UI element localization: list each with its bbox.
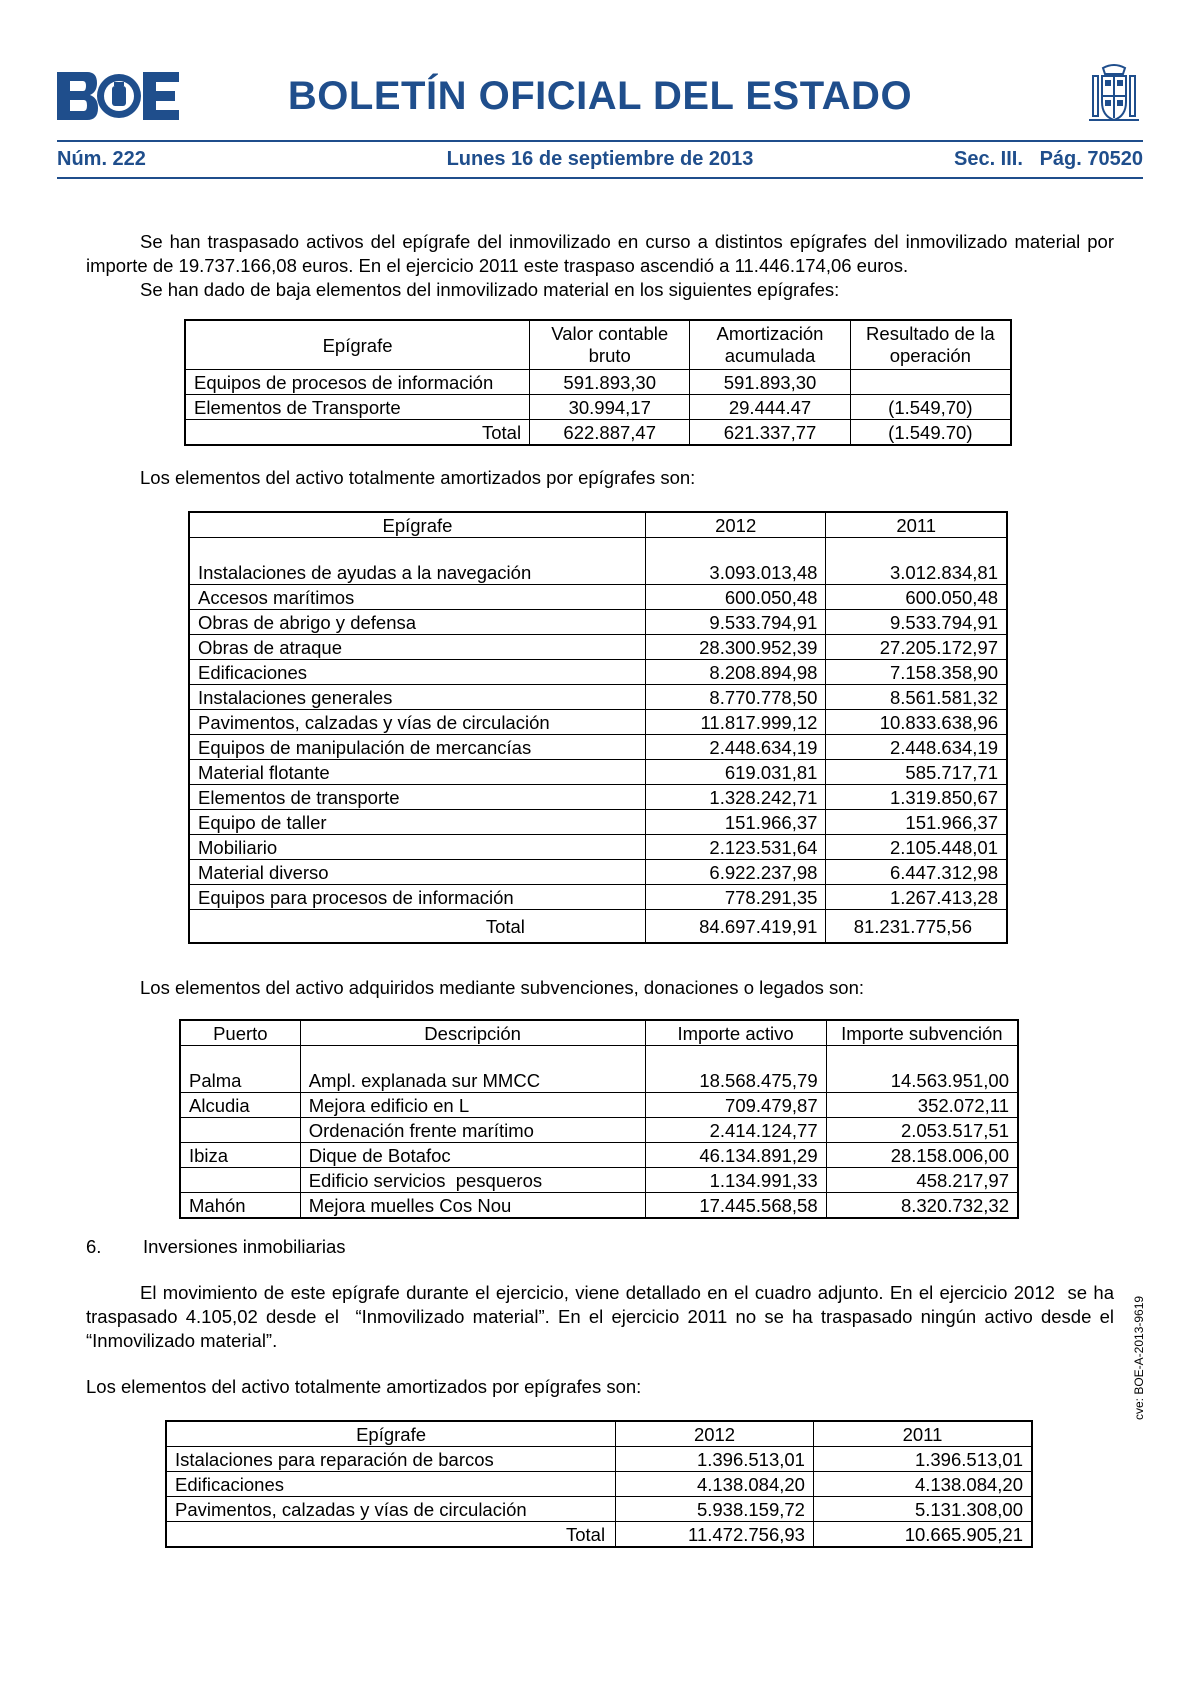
table-row — [189, 760, 1007, 785]
table-header-row — [185, 320, 1011, 370]
table-row — [166, 1447, 1032, 1472]
page-title: BOLETÍN OFICIAL DEL ESTADO — [287, 74, 913, 118]
header-cell: 2011 — [813, 1421, 1032, 1447]
table-cell: 600.050,48 — [645, 585, 826, 610]
paragraph-transfer: Se han traspasado activos del epígrafe del inmovilizado en curso a distintos epígrafes del inmovilizado material por importe de 19.737.166,08 euros. En el ejercicio 2011 este traspaso ascendió a 11.446.174,06 euros. — [86, 231, 1114, 276]
table-cell: 1.396.513,01 — [813, 1447, 1032, 1472]
table-row — [166, 1497, 1032, 1522]
table-cell: 2.053.517,51 — [826, 1118, 1018, 1143]
table-cell: 6.447.312,98 — [826, 860, 1007, 885]
header-cell: Importe activo — [645, 1020, 826, 1046]
table-cell: Obras de atraque — [189, 635, 645, 660]
paragraph-investments: El movimiento de este epígrafe durante el ejercicio, viene detallado en el cuadro adjunto. En el ejercicio 2012 se ha traspasado 4.105,02 desde el “Inmovilizado material”. En el ejercicio 2011 no se ha traspasado ningún activo desde el “Inmovilizado material”. — [86, 1282, 1125, 1351]
table-cell: 28.300.952,39 — [645, 635, 826, 660]
table-cell: Edificio servicios pesqueros — [300, 1168, 645, 1193]
table-cell: 10.665.905,21 — [813, 1522, 1032, 1548]
table-cell: 6.922.237,98 — [645, 860, 826, 885]
table-cell: 84.697.419,91 — [645, 910, 826, 944]
table-header-row — [166, 1421, 1032, 1447]
paragraph-disposals: Se han dado de baja elementos del inmovilizado material en los siguientes epígrafes: — [140, 279, 840, 300]
paragraph-fully-amortized: Los elementos del activo totalmente amortizados por epígrafes son: — [140, 467, 696, 488]
table-cell: Ibiza — [180, 1143, 300, 1168]
header-cell: Amortización acumulada — [690, 320, 850, 370]
table-row — [189, 610, 1007, 635]
table-header-row — [180, 1020, 1018, 1046]
table-row — [166, 1472, 1032, 1497]
table-cell: Edificaciones — [166, 1472, 616, 1497]
table-cell: 27.205.172,97 — [826, 635, 1007, 660]
table-row — [180, 1143, 1018, 1168]
table-cell — [180, 1118, 300, 1143]
paragraph-subsidies: Los elementos del activo adquiridos mediante subvenciones, donaciones o legados son: — [140, 977, 865, 998]
table-row — [189, 635, 1007, 660]
table-cell: Total — [189, 910, 645, 944]
header-cell: Descripción — [300, 1020, 645, 1046]
table-cell: 46.134.891,29 — [645, 1143, 826, 1168]
section-number: 6. — [86, 1236, 102, 1257]
table-row — [180, 1118, 1018, 1143]
header-cell: Importe subvención — [826, 1020, 1018, 1046]
header-cell: 2012 — [645, 512, 826, 538]
table-cell: 1.396.513,01 — [616, 1447, 814, 1472]
table-cell: Alcudia — [180, 1093, 300, 1118]
table-cell: Edificaciones — [189, 660, 645, 685]
table-cell: Equipos para procesos de información — [189, 885, 645, 910]
boe-logo — [57, 72, 179, 120]
table-cell: Mobiliario — [189, 835, 645, 860]
table-cell: 7.158.358,90 — [826, 660, 1007, 685]
table-cell: 709.479,87 — [645, 1093, 826, 1118]
table-cell: 585.717,71 — [826, 760, 1007, 785]
table-row — [180, 1193, 1018, 1219]
table-cell: 9.533.794,91 — [645, 610, 826, 635]
table-row — [180, 1046, 1018, 1093]
table-cell: 778.291,35 — [645, 885, 826, 910]
table-cell: 621.337,77 — [690, 420, 850, 446]
table-cell: Equipos de procesos de información — [185, 370, 530, 395]
table-cell: 28.158.006,00 — [826, 1143, 1018, 1168]
table-cell: 9.533.794,91 — [826, 610, 1007, 635]
table-cell: 5.938.159,72 — [616, 1497, 814, 1522]
table-cell: 619.031,81 — [645, 760, 826, 785]
table-cell: 10.833.638,96 — [826, 710, 1007, 735]
table-row — [189, 835, 1007, 860]
table-total-row — [166, 1522, 1032, 1548]
table-row — [189, 660, 1007, 685]
table-cell: 2.105.448,01 — [826, 835, 1007, 860]
table-header-row — [189, 512, 1007, 538]
subsidies-table — [179, 1019, 1019, 1219]
table-cell: 11.472.756,93 — [616, 1522, 814, 1548]
table-cell: 1.328.242,71 — [645, 785, 826, 810]
fully-amortized-table — [188, 511, 1008, 944]
table-cell: Material diverso — [189, 860, 645, 885]
table-cell: 5.131.308,00 — [813, 1497, 1032, 1522]
header-cell: Epígrafe — [185, 320, 530, 370]
header-cell: 2011 — [826, 512, 1007, 538]
table-cell: Pavimentos, calzadas y vías de circulación — [189, 710, 645, 735]
header-rule-bottom — [57, 177, 1143, 179]
table-row — [185, 370, 1011, 395]
table-cell: Elementos de Transporte — [185, 395, 530, 420]
header-cell: 2012 — [616, 1421, 814, 1447]
disposals-table — [184, 319, 1012, 446]
table-total-row — [189, 910, 1007, 944]
table-cell: Instalaciones generales — [189, 685, 645, 710]
table-cell: 1.319.850,67 — [826, 785, 1007, 810]
table-cell: Palma — [180, 1046, 300, 1093]
table-row — [189, 585, 1007, 610]
table-cell: 8.320.732,32 — [826, 1193, 1018, 1219]
header-cell: Resultado de la operación — [850, 320, 1011, 370]
table-row — [189, 885, 1007, 910]
table-row — [180, 1093, 1018, 1118]
table-cell: Dique de Botafoc — [300, 1143, 645, 1168]
table-cell: Accesos marítimos — [189, 585, 645, 610]
table-cell: Istalaciones para reparación de barcos — [166, 1447, 616, 1472]
table-row — [189, 785, 1007, 810]
table-cell: Total — [185, 420, 530, 446]
table-cell: 352.072,11 — [826, 1093, 1018, 1118]
table-cell: Equipo de taller — [189, 810, 645, 835]
table-cell: 151.966,37 — [645, 810, 826, 835]
section-title: Inversiones inmobiliarias — [143, 1236, 346, 1257]
table-cell: Pavimentos, calzadas y vías de circulación — [166, 1497, 616, 1522]
table-cell: 591.893,30 — [530, 370, 690, 395]
table-row — [189, 735, 1007, 760]
table-cell: Ampl. explanada sur MMCC — [300, 1046, 645, 1093]
table-cell: 622.887,47 — [530, 420, 690, 446]
table-row — [189, 685, 1007, 710]
header-cell: Valor contable bruto — [530, 320, 690, 370]
table-row — [189, 860, 1007, 885]
table-cell: 8.561.581,32 — [826, 685, 1007, 710]
header-cell: Epígrafe — [166, 1421, 616, 1447]
header-rule-top — [57, 140, 1143, 142]
table-cell: Material flotante — [189, 760, 645, 785]
table-cell: Mejora edificio en L — [300, 1093, 645, 1118]
table-cell: 2.414.124,77 — [645, 1118, 826, 1143]
header-cell: Puerto — [180, 1020, 300, 1046]
table-row — [189, 810, 1007, 835]
table-cell: 1.267.413,28 — [826, 885, 1007, 910]
coat-of-arms-icon — [1085, 62, 1143, 128]
table-cell: Equipos de manipulación de mercancías — [189, 735, 645, 760]
investments-amortized-table — [165, 1420, 1033, 1548]
table-row — [180, 1168, 1018, 1193]
table-cell: 1.134.991,33 — [645, 1168, 826, 1193]
table-cell: 591.893,30 — [690, 370, 850, 395]
table-cell: Elementos de transporte — [189, 785, 645, 810]
table-cell: 151.966,37 — [826, 810, 1007, 835]
table-row — [189, 538, 1007, 585]
table-cell: 14.563.951,00 — [826, 1046, 1018, 1093]
paragraph-fully-amortized-2: Los elementos del activo totalmente amortizados por epígrafes son: — [86, 1376, 642, 1397]
table-cell: 8.208.894,98 — [645, 660, 826, 685]
table-total-row — [185, 420, 1011, 446]
table-cell: Obras de abrigo y defensa — [189, 610, 645, 635]
table-cell: 600.050,48 — [826, 585, 1007, 610]
table-cell: 81.231.775,56 — [826, 910, 1007, 944]
table-cell: 4.138.084,20 — [616, 1472, 814, 1497]
table-cell: (1.549.70) — [850, 420, 1011, 446]
table-cell: 458.217,97 — [826, 1168, 1018, 1193]
table-cell: Mahón — [180, 1193, 300, 1219]
table-cell — [180, 1168, 300, 1193]
table-cell: 2.448.634,19 — [826, 735, 1007, 760]
table-row — [189, 710, 1007, 735]
table-cell: (1.549,70) — [850, 395, 1011, 420]
table-cell: 4.138.084,20 — [813, 1472, 1032, 1497]
table-cell: 17.445.568,58 — [645, 1193, 826, 1219]
table-cell: 29.444.47 — [690, 395, 850, 420]
table-cell: 11.817.999,12 — [645, 710, 826, 735]
issue-date: Lunes 16 de septiembre de 2013 — [446, 148, 754, 170]
table-cell: Total — [166, 1522, 616, 1548]
table-cell: 3.012.834,81 — [826, 538, 1007, 585]
table-cell: 2.448.634,19 — [645, 735, 826, 760]
table-cell: 18.568.475,79 — [645, 1046, 826, 1093]
header-cell: Epígrafe — [189, 512, 645, 538]
table-cell — [850, 370, 1011, 395]
table-cell: Mejora muelles Cos Nou — [300, 1193, 645, 1219]
cve-identifier: cve: BOE-A-2013-9619 — [1132, 1295, 1146, 1420]
table-cell: 8.770.778,50 — [645, 685, 826, 710]
table-cell: Ordenación frente marítimo — [300, 1118, 645, 1143]
table-row — [185, 395, 1011, 420]
table-cell: 2.123.531,64 — [645, 835, 826, 860]
issue-number: Núm. 222 — [57, 148, 146, 170]
table-cell: Instalaciones de ayudas a la navegación — [189, 538, 645, 585]
table-cell: 3.093.013,48 — [645, 538, 826, 585]
section-page: Sec. III. Pág. 70520 — [953, 148, 1143, 170]
table-cell: 30.994,17 — [530, 395, 690, 420]
